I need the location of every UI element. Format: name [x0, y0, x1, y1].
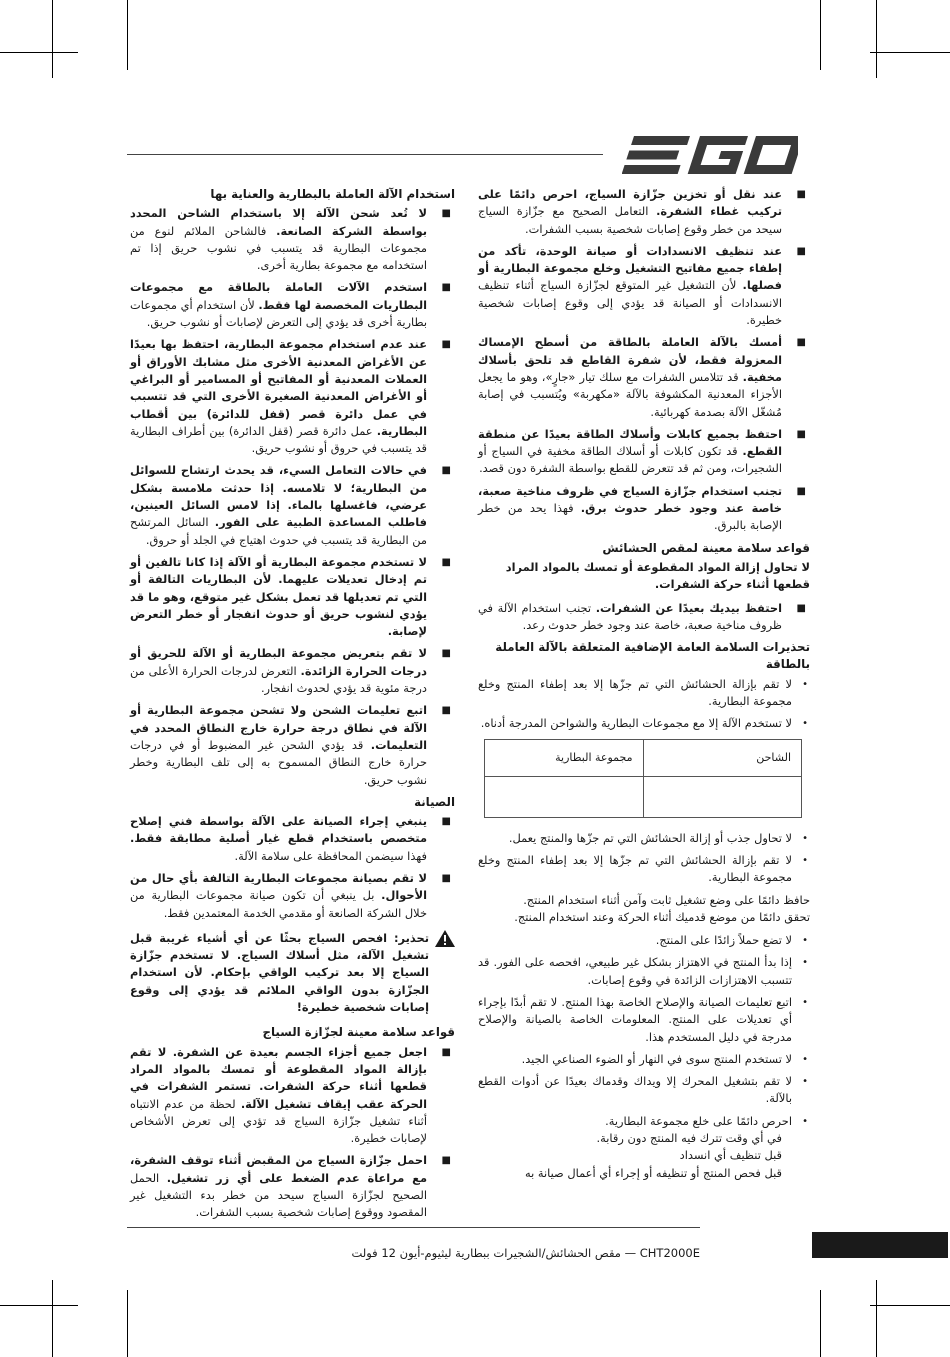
right-column	[478, 186, 810, 1182]
list-item: ■ احمل جزّازة السياج من المقبض أثناء توقف الشفرة، مع مراعاة عدم الضغط على أي زر تشغيل. الحمل الصحيح لجزّازة السياج سيحد من خطر بدء التشغيل غير المقصود ووقوع إصابات شخصية بسبب الشفرات.	[130, 1153, 451, 1220]
crop-mark	[870, 52, 950, 53]
section-heading: استخدام الآلة العاملة بالبطارية والعناية بها	[210, 187, 455, 201]
list-item: • لا تقم بإزالة الحشائش التي تم جزّها إلا بعد إطفاء المنتج وخلع مجموعة البطارية.	[478, 852, 808, 885]
list-item: ■ لا تستخدم مجموعة البطارية أو الآلة إذا كانا تالفين أو تم إدخال تعديلات عليهما. لأن البطاريات التالفة أو التي تم تعديلها قد تعمل بشكل غير متوقع، وهو ما قد يؤدي لنشوب حريق أو حدوث انفجار أو خطر التعرض لإصابة.	[130, 554, 451, 639]
list-item: ■ اتبع تعليمات الشحن ولا تشحن مجموعة البطارية أو الآلة في نطاق درجة حرارة خارج النطاق المحدد في التعليمات. قد يؤدي الشحن غير المضبوط أو في درجات حرارة خارج النطاق المسموح به إلى تلف البطارية وخطر نشوب حريق.	[130, 703, 451, 787]
list-item: ■ تجنب استخدام جزّازة السياج في ظروف مناخية صعبة، خاصة عند وجود خطر حدوث برق. فهذا يحد من خطر الإصابة بالبرق.	[478, 483, 806, 533]
list-item: ■ لا تقم بتعريض مجموعة البطارية أو الآلة للحريق أو درجات الحرارة الزائدة. التعرض لدرجات الحرارة الأعلى من درجة مئوية قد يؤدي لحدوث انفجار.	[130, 646, 451, 696]
table-header-charger: الشاحن	[643, 739, 802, 776]
section-heading: تحذيرات السلامة العامة الإضافية المتعلقة بالآلة العاملة بالطاقة	[495, 640, 810, 672]
list-item: ■ أمسك بالآلة العاملة بالطاقة من أسطح الإمساك المعزولة فقط، لأن شفرة القاطع قد تلحق بأسلاك مخفية. قد تتلامس الشفرات مع سلك تيار «جارٍ»، وهو ما يجعل الأجزاء المعدنية المكشوفة بالآلة «مكهربة» ويُتسبب في إصابة مُشغّل الآلة بصدمة كهربائية.	[478, 335, 806, 419]
list-item: • لا تستخدم الآلة إلا مع مجموعات البطارية والشواحن المدرجة أدناه.	[480, 716, 808, 731]
warning-icon	[435, 930, 455, 947]
table-header-battery: مجموعة البطارية	[485, 739, 644, 776]
section-heading: قواعد سلامة معينة لجزّازة السياج	[262, 1025, 455, 1040]
list-item: ■ في حالات التعامل السيء، قد يحدث ارتشاح للسوائل من البطارية؛ لا تلامسه. إذا حدثت ملامسة بشكل عرضي، فاغسلها بالماء. إذا لامس السائل العينين، فاطلب المساعدة الطبية على الفور. السائل المرتشح من البطارية قد يتسبب في حدوث اهتياج في الجلد أو حروق.	[130, 463, 451, 547]
list-item: • احرص دائمًا على خلع مجموعة البطارية.	[605, 1113, 808, 1128]
list-item: ■ احتفظ بيديك بعيدًا عن الشفرات. تجنب استخدام الآلة في ظروف مناخية صعبة، خاصة عند وجود خطر حدوث رعد.	[478, 600, 806, 632]
sub-line: في أي وقت تترك فيه المنتج دون رقابة.	[596, 1131, 782, 1146]
list-item: ■ لا تُعد شحن الآلة إلا باستخدام الشاحن المحدد بواسطة الشركة الصانعة. فالشاحن الملائم لنوع من مجموعات البطارية قد يتسبب في نشوب حريق إذا تم استخدامه مع مجموعة بطارية أخرى.	[130, 206, 451, 273]
list-item: ■ عند تنظيف الانسدادات أو صيانة الوحدة، تأكد من إطفاء جميع مفاتيح التشغيل وخلع مجموعة البطارية أو فصلها. لأن التشغيل غير المتوقع لجزّازة السياج أثناء تنظيف الانسدادات أو الصيانة قد يؤدي إلى وقوع إصابات شخصية خطيرة.	[478, 243, 806, 328]
plain-line: حافظ دائمًا على وضع تشغيل ثابت وآمن أثناء استخدام المنتج.	[523, 892, 810, 907]
bold-paragraph: لا تحاول إزالة المواد المقطوعة أو تمسك بالمواد المراد قطعها أثناء حركة الشفرات.	[505, 559, 810, 592]
table-cell-charger	[643, 776, 802, 817]
crop-mark	[52, 1280, 53, 1357]
footer-rule	[127, 1227, 700, 1228]
crop-mark	[820, 0, 821, 70]
list-item: ■ ينبغي إجراء الصيانة على الآلة بواسطة فني إصلاح متخصص باستخدام قطع غيار أصلية مطابقة فقط. فهذا سيضمن المحافظة على سلامة الآلة.	[130, 814, 451, 863]
list-item: ■ لا تقم بصيانة مجموعات البطارية التالفة بأي حال من الأحوال. بل ينبغي أن تكون صيانة مجموعات البطارية من خلال الشركة الصانعة أو مقدمي الخدمة المعتمدين فقط.	[130, 870, 451, 920]
list-item: • لا تستخدم المنتج سوى في النهار أو الضوء الصناعي الجيد.	[521, 1051, 808, 1066]
plain-line: تحقق دائمًا من موضع قدميك أثناء الحركة وعند استخدام المنتج.	[514, 909, 810, 924]
list-item: • لا تضع حملاً زائدًا على المنتج.	[655, 933, 808, 948]
crop-mark	[52, 0, 53, 78]
sub-line: قبل فحص المنتج أو تنظيفه أو إجراء أي أعمال صيانة به	[524, 1165, 782, 1180]
list-item: ■ استخدم الآلات العاملة بالطاقة مع مجموعات البطاريات المخصصة لها فقط. لأن استخدام أي مجموعات بطارية أخرى قد يؤدي إلى التعرض لإصابات أو نشوب حريق.	[130, 280, 451, 330]
warning-text: تحذير: افحص السياج بحثًا عن أي أشياء غريبة قبل تشغيل الآلة، مثل أسلاك السياج. لا تستخدم جزّازة السياج إلا بعد تركيب الواقي بإحكام. لأن استخدام الجزّازة بدون الواقي الملائم قد يؤدي إلى وقوع إصابات شخصية خطيرة!	[130, 930, 429, 1015]
ego-logo	[622, 136, 798, 174]
crop-mark	[876, 1280, 877, 1357]
section-heading: قواعد سلامة معينة لمقص الحشائش	[602, 540, 810, 555]
page-number-box	[812, 1232, 948, 1258]
crop-mark	[127, 0, 128, 70]
sub-line: قبل تنظيف أي انسداد	[679, 1148, 782, 1163]
list-item: • لا تقم بتشغيل المحرك إلا ويداك وقدماك بعيدًا عن أدوات القطع بالآلة.	[478, 1074, 808, 1106]
header-rule	[127, 154, 603, 155]
section-heading: الصيانة	[414, 794, 455, 809]
crop-mark	[0, 1305, 78, 1306]
crop-mark	[820, 1290, 821, 1357]
battery-charger-table	[484, 739, 802, 818]
crop-mark	[870, 1305, 950, 1306]
list-item: ■ احتفظ بجميع كابلات وأسلاك الطاقة بعيدًا عن منطقة القطع. قد تكون كابلات أو أسلاك الطاقة مخفية في السياج أو الشجيرات، ومن ثم قد تتعرض للقطع بواسطة الشفرة دون قصد.	[478, 426, 806, 476]
list-item: • اتبع تعليمات الصيانة والإصلاح الخاصة بهذا المنتج. لا تقم أبدًا بإجراء أي تعديلات على المنتج. المعلومات الخاصة بالصيانة والإصلاح مدرجة في دليل المستخدم هذا.	[478, 994, 808, 1044]
left-column	[130, 186, 455, 1227]
crop-mark	[0, 52, 78, 53]
list-item: • إذا بدأ المنتج في الاهتزاز بشكل غير طبيعي، افحصه على الفور. قد تتسبب الاهتزازات الزائدة في وقوع إصابات.	[478, 955, 808, 987]
footer-text: CHT2000E — مقص الحشائش/الشجيرات ببطارية ليثيوم-أيون 12 فولت	[351, 1246, 700, 1260]
list-item: • لا تقم بإزالة الحشائش التي تم جزّها إلا بعد إطفاء المنتج وخلع مجموعة البطارية.	[478, 676, 808, 709]
crop-mark	[127, 1290, 128, 1357]
list-item: ■ عند نقل أو تخزين جزّازة السياج، احرص دائمًا على تركيب غطاء الشفرة. التعامل الصحيح مع جزّازة السياج سيحد من خطر وقوع إصابات شخصية بسبب الشفرات.	[478, 187, 806, 236]
list-item: • لا تحاول جذب أو إزالة الحشائش التي تم جزّها والمنتج يعمل.	[508, 830, 808, 845]
warning-block	[130, 930, 455, 1016]
crop-mark	[876, 0, 877, 78]
list-item: ■ عند عدم استخدام مجموعة البطارية، احتفظ بها بعيدًا عن الأغراض المعدنية الأخرى مثل مشابك الأوراق أو العملات المعدنية أو المفاتيح أو المسامير أو البراغي أو الأغراض المعدنية الصغيرة الأخرى التي قد تتسبب في عمل دائرة قصر (قفل للدائرة) بين أقطاب البطارية. عمل دائرة قصر (قفل الدائرة) بين أطراف البطارية قد يتسبب في حروق أو نشوب حريق.	[130, 337, 451, 456]
list-item: ■ اجعل جميع أجزاء الجسم بعيدة عن الشفرة. لا تقم بإزالة المواد المقطوعة أو تمسك بالمواد المراد قطعها أثناء حركة الشفرات. تستمر الشفرات في الحركة عقب إيقاف تشغيل الآلة. لحظة من عدم الانتباه أثناء تشغيل جزّازة السياج قد تؤدي إلى تعرض الأشخاص لإصابات خطيرة.	[130, 1044, 451, 1146]
table-cell-battery	[485, 776, 644, 817]
